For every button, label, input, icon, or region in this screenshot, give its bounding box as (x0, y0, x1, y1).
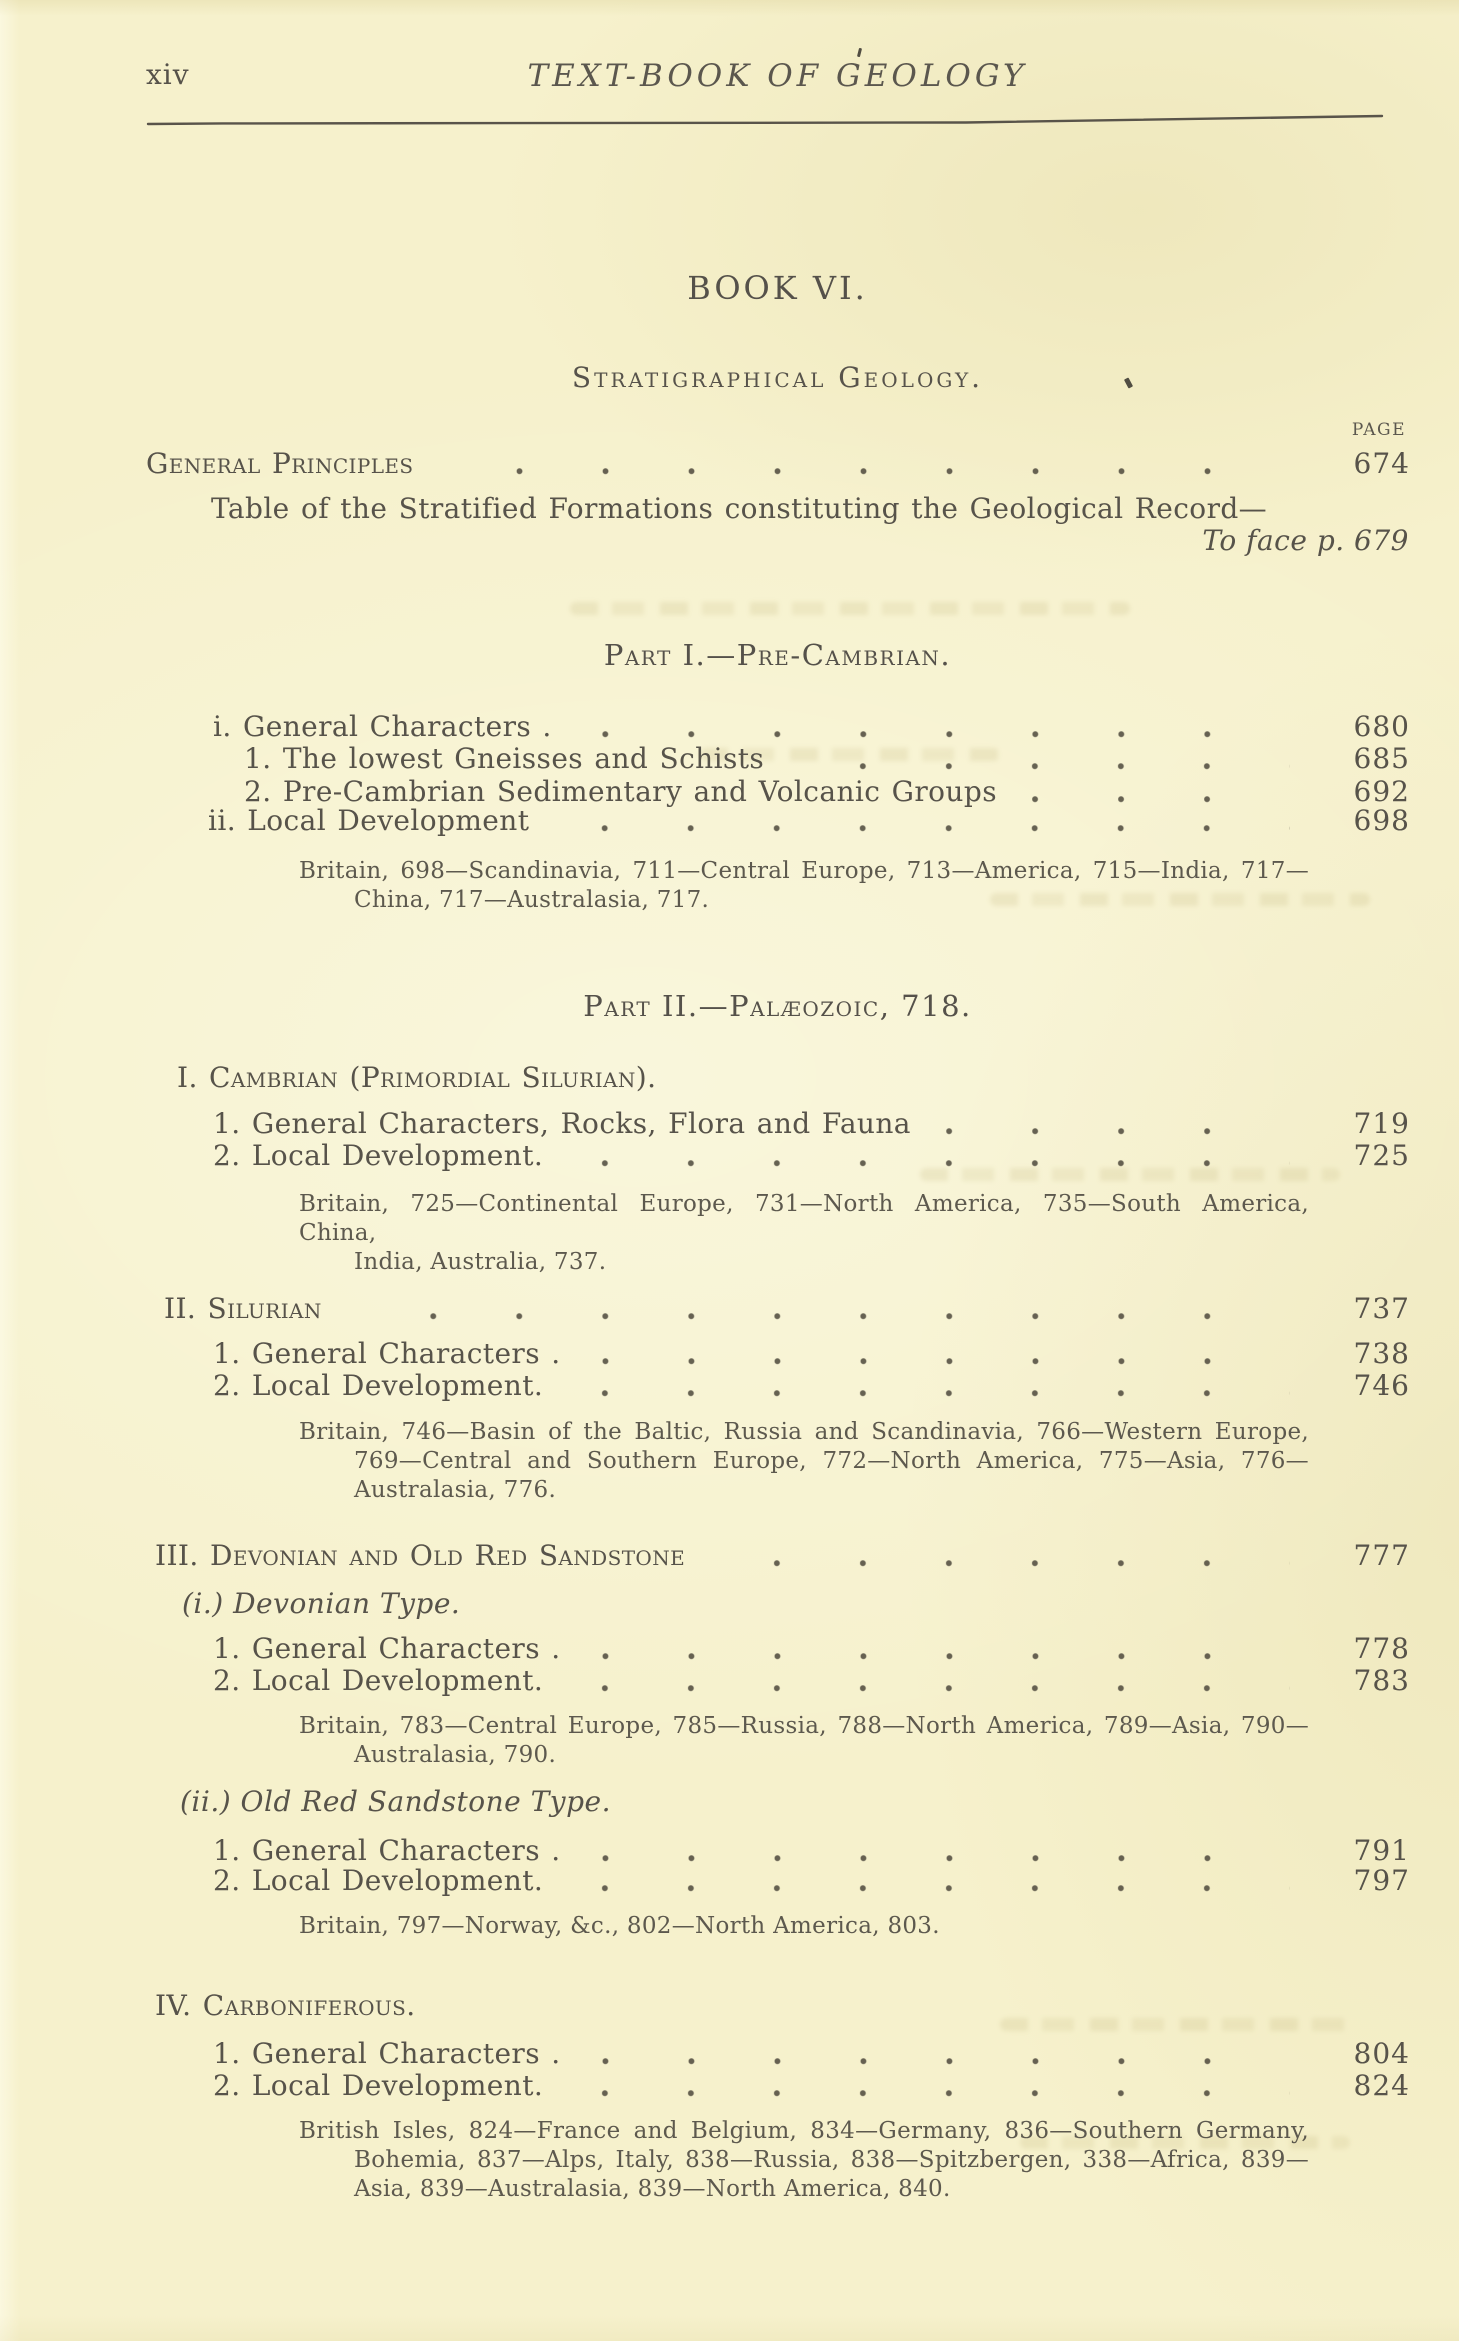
note-line: Asia, 839—Australasia, 839—North America, 840. (354, 2176, 951, 2202)
note-line: Britain, 783—Central Europe, 785—Russia, 788—North America, 789—Asia, 790— (299, 1713, 1309, 1739)
toc-entry-page: 778 (1353, 1632, 1410, 1665)
toc-entry-page: 783 (1353, 1664, 1410, 1697)
dot-leader (595, 1855, 1290, 1862)
toc-entry-page: 685 (1353, 742, 1410, 775)
toc-entry (0, 2037, 1459, 2070)
show-through-ghost (570, 602, 1130, 615)
note-line: 769—Central and Southern Europe, 772—North America, 775—Asia, 776— (354, 1448, 1309, 1474)
toc-entry-page: 738 (1353, 1337, 1410, 1370)
part1-heading: Part I.—Pre-Cambrian. (603, 638, 952, 672)
section-heading-label: III. Devonian and Old Red Sandstone (155, 1539, 686, 1572)
toc-entry-page: 698 (1353, 804, 1410, 837)
toc-entry-label: 2. Local Development. (213, 1369, 544, 1402)
toc-entry-label: 2. Local Development. (213, 1664, 544, 1697)
section-heading-label: I. Cambrian (Primordial Silurian). (177, 1061, 657, 1094)
folio-page-number: xiv (146, 58, 190, 91)
dot-leader (577, 2090, 1290, 2097)
toc-entry-label: 1. General Characters . (213, 2037, 561, 2070)
note-line: Australasia, 776. (354, 1477, 557, 1503)
local-development-note (0, 857, 1459, 915)
dot-leader (448, 468, 1291, 475)
toc-entry (0, 1107, 1459, 1140)
note-line: British Isles, 824—France and Belgium, 834—Germany, 836—Southern Germany, (299, 2118, 1309, 2144)
toc-entry-page: 791 (1353, 1834, 1410, 1867)
toc-entry-label: i. General Characters . (213, 710, 552, 743)
note-line: India, Australia, 737. (354, 1249, 607, 1275)
toc-entry-label: 1. The lowest Gneisses and Schists (244, 742, 765, 775)
dot-leader (945, 1128, 1290, 1135)
toc-entry (0, 1664, 1459, 1697)
book-heading: BOOK VI. (687, 269, 868, 307)
toc-entry-page: 674 (1353, 447, 1410, 480)
dot-leader (577, 1160, 1290, 1167)
toc-entry (0, 804, 1459, 837)
to-face-reference: To face p. 679 (1202, 524, 1409, 557)
local-development-note (0, 1190, 1459, 1277)
section-heading-carboniferous (0, 1989, 1459, 2022)
subsection-heading-old-red-sandstone-type: (ii.) Old Red Sandstone Type. (180, 1785, 611, 1818)
section-heading-page: 777 (1353, 1539, 1410, 1572)
local-development-note (0, 1712, 1459, 1770)
dot-leader (563, 825, 1290, 832)
dot-leader (577, 1885, 1290, 1892)
header-rule (146, 112, 1384, 130)
toc-entry-page: 804 (1353, 2037, 1410, 2070)
toc-entry (0, 1369, 1459, 1402)
dot-leader (577, 1390, 1290, 1397)
toc-entry-label: 1. General Characters, Rocks, Flora and Fauna (213, 1107, 911, 1140)
dot-leader (595, 1358, 1290, 1365)
toc-entry-page: 824 (1353, 2069, 1410, 2102)
toc-entry-general-principles (0, 447, 1459, 480)
toc-entry-label: 1. General Characters . (213, 1337, 561, 1370)
note-line: Britain, 746—Basin of the Baltic, Russia and Scandinavia, 766—Western Europe, (299, 1419, 1309, 1445)
table-of-formations-note: Table of the Stratified Formations constituting the Geological Record— (211, 492, 1268, 525)
section-heading-silurian (0, 1292, 1459, 1325)
toc-entry-label: ii. Local Development (208, 804, 530, 837)
dot-leader (586, 731, 1290, 738)
toc-entry-page: 719 (1353, 1107, 1410, 1140)
dot-leader (1031, 796, 1290, 803)
subject-heading: Stratigraphical Geology. (571, 361, 984, 394)
note-line: China, 717—Australasia, 717. (354, 887, 710, 913)
dot-leader (577, 1685, 1290, 1692)
toc-entry (0, 1834, 1459, 1867)
note-line: Britain, 797—Norway, &c., 802—North America, 803. (299, 1913, 940, 1939)
local-development-note (0, 2117, 1459, 2204)
note-line: Australasia, 790. (354, 1742, 557, 1768)
local-development-note (0, 1418, 1459, 1505)
section-heading-cambrian (0, 1061, 1459, 1094)
toc-entry-page: 746 (1353, 1369, 1410, 1402)
toc-entry (0, 710, 1459, 743)
toc-entry-page: 725 (1353, 1139, 1410, 1172)
running-title: TEXT-BOOK OF GEOLOGY (527, 58, 1028, 94)
note-line: Britain, 698—Scandinavia, 711—Central Europe, 713—America, 715—India, 717— (299, 858, 1309, 884)
toc-entry (0, 1337, 1459, 1370)
section-heading-label: IV. Carboniferous. (155, 1989, 416, 2022)
toc-entry-page: 797 (1353, 1864, 1410, 1897)
ink-speck (857, 48, 862, 57)
subsection-heading-devonian-type: (i.) Devonian Type. (182, 1587, 461, 1620)
toc-entry-page: 692 (1353, 775, 1410, 808)
toc-entry-label: 2. Local Development. (213, 1864, 544, 1897)
section-heading-devonian (0, 1539, 1459, 1572)
toc-entry (0, 742, 1459, 775)
dot-leader (595, 1653, 1290, 1660)
section-heading-label: II. Silurian (164, 1292, 322, 1325)
local-development-note (0, 1912, 1459, 1941)
section-heading-page: 737 (1353, 1292, 1410, 1325)
toc-entry-label: 1. General Characters . (213, 1834, 561, 1867)
toc-entry (0, 1864, 1459, 1897)
note-line: Bohemia, 837—Alps, Italy, 838—Russia, 838—Spitzbergen, 338—Africa, 839— (354, 2147, 1309, 2173)
toc-entry-label: 2. Local Development. (213, 1139, 544, 1172)
dot-leader (356, 1313, 1290, 1320)
page-header (0, 58, 1459, 94)
toc-entry-label: General Principles (146, 447, 414, 480)
page-column-label: PAGE (1351, 420, 1406, 440)
toc-entry-label: 2. Local Development. (213, 2069, 544, 2102)
dot-leader (719, 1560, 1290, 1567)
toc-entry (0, 1632, 1459, 1665)
toc-entry-label: 1. General Characters . (213, 1632, 561, 1665)
toc-entry (0, 2069, 1459, 2102)
toc-entry-label: 2. Pre-Cambrian Sedimentary and Volcanic Groups (244, 775, 997, 808)
dot-leader (595, 2058, 1290, 2065)
toc-entry-page: 680 (1353, 710, 1410, 743)
note-line: Britain, 725—Continental Europe, 731—North America, 735—South America, China, (299, 1191, 1309, 1246)
part2-heading: Part II.—Palæozoic, 718. (583, 989, 972, 1023)
toc-entry (0, 1139, 1459, 1172)
dot-leader (798, 763, 1290, 770)
